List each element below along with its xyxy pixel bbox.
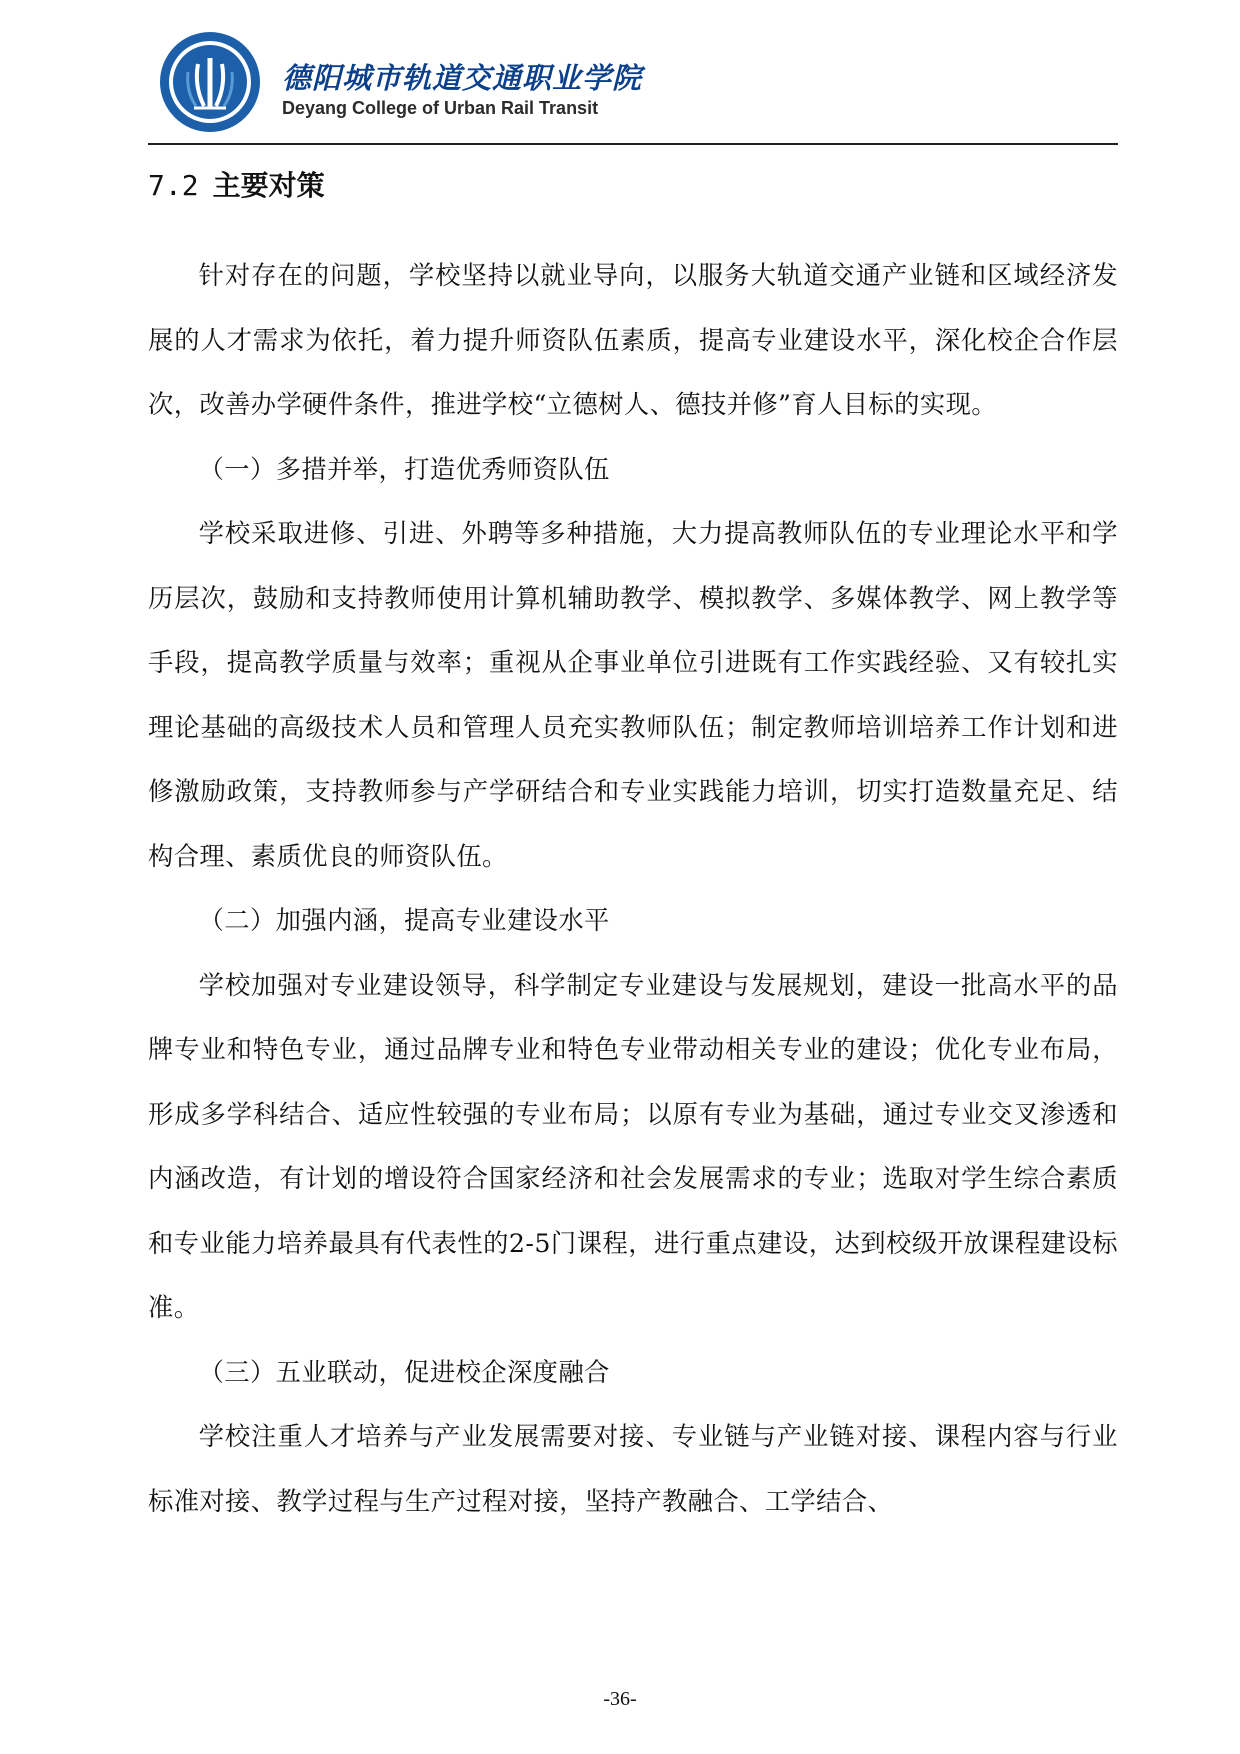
section-title: 主要对策	[212, 169, 325, 202]
paragraph-1: 学校采取进修、引进、外聘等多种措施，大力提高教师队伍的专业理论水平和学历层次，鼓励和支持教师使用计算机辅助教学、模拟教学、多媒体教学、网上教学等手段，提高教学质量与效率；重视从企事业单位引进既有工作实践经验、又有较扎实理论基础的高级技术人员和管理人员充实教师队伍；制定教师培训培养工作计划和进修激励政策，支持教师参与产学研结合和专业实践能力培训，切实打造数量充足、结构合理、素质优良的师资队伍。	[148, 519, 1118, 871]
subheading-1: （一）多措并举，打造优秀师资队伍	[198, 454, 610, 484]
paragraph-2: 学校加强对专业建设领导，科学制定专业建设与发展规划，建设一批高水平的品牌专业和特色专业，通过品牌专业和特色专业带动相关专业的建设；优化专业布局，形成多学科结合、适应性较强的专业布局；以原有专业为基础，通过专业交叉渗透和内涵改造，有计划的增设符合国家经济和社会发展需求的专业；选取对学生综合素质和专业能力培养最具有代表性的2-5门课程，进行重点建设，达到校级开放课程建设标准。	[148, 970, 1118, 1322]
school-name-cn: 德阳城市轨道交通职业学院	[282, 61, 643, 95]
school-logo-icon	[158, 30, 262, 134]
subheading-2: （二）加强内涵，提高专业建设水平	[198, 906, 610, 935]
subheading-3: （三）五业联动，促进校企深度融合	[198, 1357, 610, 1387]
document-body	[148, 150, 1118, 1534]
header-divider	[148, 143, 1118, 145]
paragraph-intro: 针对存在的问题，学校坚持以就业导向，以服务大轨道交通产业链和区域经济发展的人才需求为依托，着力提升师资队伍素质，提高专业建设水平，深化校企合作层次，改善办学硬件条件，推进学校“立德树人、德技并修”育人目标的实现。	[148, 261, 1118, 419]
school-name-en: Deyang College of Urban Rail Transit	[282, 98, 599, 118]
page-number: -36-	[603, 1688, 637, 1710]
section-number: 7.2	[148, 169, 199, 202]
paragraph-3: 学校注重人才培养与产业发展需要对接、专业链与产业链对接、课程内容与行业标准对接、教学过程与生产过程对接，坚持产教融合、工学结合、	[148, 1422, 1118, 1516]
page-header	[148, 28, 1118, 146]
section-heading	[148, 164, 1118, 208]
